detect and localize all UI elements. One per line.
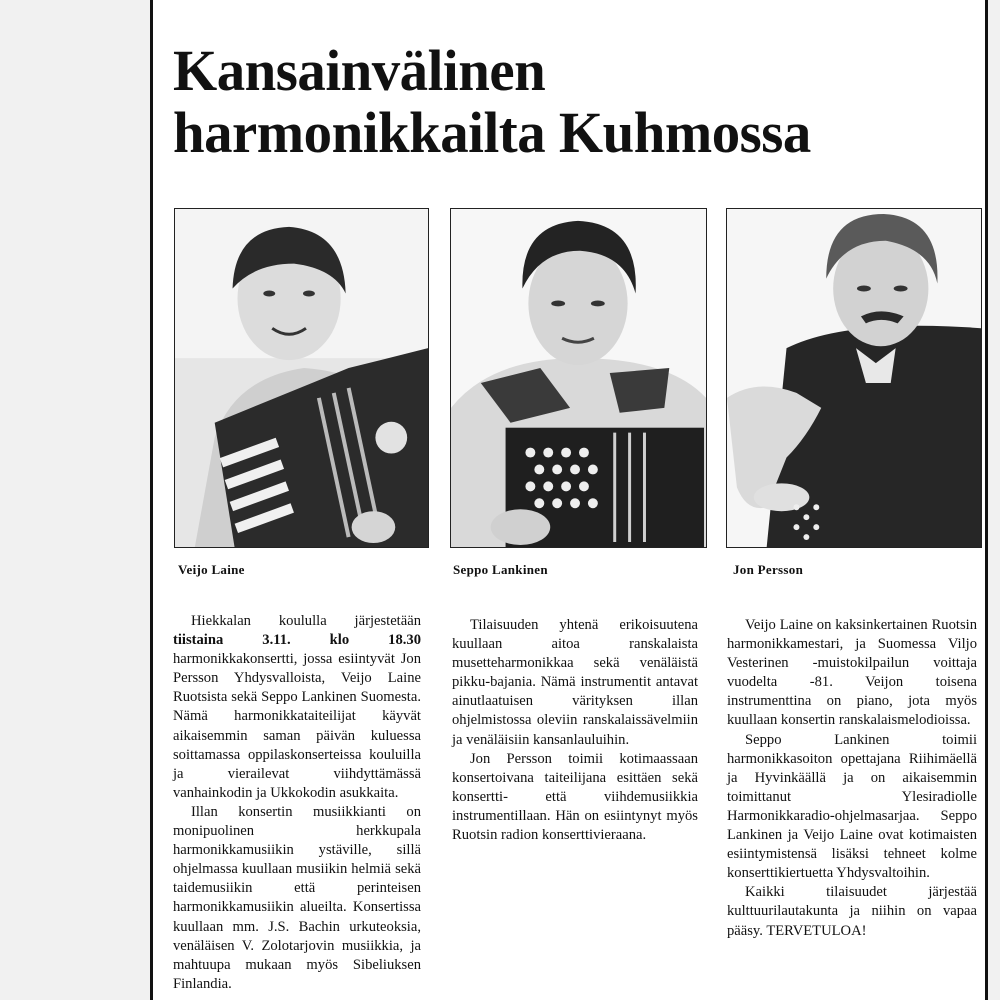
article-paragraph-1 [173, 612, 421, 803]
paragraph-text: harmonikkakonsertti, jossa esiintyvät Jon Persson Yhdysvalloista, Veijo Laine Ruotsista sekä Seppo Lankinen Suomesta. Nämä harmonikkataiteilijat käyvät aikaisemmin saman päivän kuluessa soittamassa oppilaskonserteissa kouluilla ja vierailevat viihdyttämässä vanhainkodin ja Ukkokodin asukkaita. [173, 651, 421, 801]
portrait-image [175, 209, 428, 547]
article-column-3 [727, 616, 977, 941]
article-paragraph-5: Veijo Laine on kaksinkertainen Ruotsin harmonikkamestari, ja Suomessa Viljo Vesterinen -muistokilpailun voittaja vuodelta -81. Veijon toisena instrumenttina on piano, jota myös kuullaan konsertin ranskalaismelodioissa. [727, 617, 977, 729]
paragraph-text: Hiekkalan koululla järjestetään [191, 613, 421, 629]
article-paragraph-6: Seppo Lankinen toimii harmonikkasoiton opettajana Riihimäellä ja Hyvinkäällä ja on aikaisemmin toimittanut Ylesiradiolle Harmonikkaradio-ohjelmasarjaa. Seppo Lankinen ja Veijo Laine ovat kotimaisten esiintymistensä lisäksi tehneet kolme konserttikiertuetta Yhdysvaltoihin. [727, 731, 977, 882]
article-column-2 [452, 616, 698, 845]
photo-veijo-laine [174, 208, 429, 548]
article-paragraph-3: Tilaisuuden yhtenä erikoisuutena kuullaan aitoa ranskalaista musetteharmonikkaa sekä venäläistä pikku-bajania. Nämä instrumentit antavat ainutlaatuisen värityksen illan ohjelmistossa oleviin ranskalaissävelmiin ja venäläisiin kansanlauluihin. [452, 617, 698, 748]
headline-line-2: harmonikkailta Kuhmossa [173, 100, 811, 165]
article-paragraph-4: Jon Persson toimii kotimaassaan konsertoivana taiteilijana esittäen sekä konsertti- että viihdemusiikkia instrumentillaan. Hän on esiintynyt myös Ruotsin radion konserttivieraana. [452, 750, 698, 844]
headline-line-1: Kansainvälinen [173, 38, 546, 103]
headline [173, 40, 957, 164]
article-paragraph-2: Illan konsertin musiikkianti on monipuolinen herkkupala harmonikkamusiikin ystäville, sillä ohjelmassa kuullaan musiikin helmiä sekä taidemusiikin että perinteisen harmonikkamusiikin alueilta. Konsertissa kuullaan mm. J.S. Bachin urkuteoksia, venäläisen V. Zolotarjovin musiikkia, ja mahtuupa mukaan myös Sibeliuksen Finlandia. [173, 803, 421, 992]
caption-1: Veijo Laine [178, 562, 245, 577]
photo-seppo-lankinen [450, 208, 707, 548]
newspaper-clipping [150, 0, 988, 1000]
article-column-1 [173, 612, 421, 994]
photo-jon-persson [726, 208, 982, 548]
caption-3: Jon Persson [733, 562, 804, 577]
event-date-time: tiistaina 3.11. klo 18.30 [173, 632, 421, 649]
portrait-image [727, 209, 981, 547]
caption-2: Seppo Lankinen [453, 562, 548, 577]
portrait-image [451, 209, 706, 547]
article-paragraph-7: Kaikki tilaisuudet järjestää kulttuurilautakunta ja niihin on vapaa pääsy. TERVETULOA! [727, 884, 977, 939]
